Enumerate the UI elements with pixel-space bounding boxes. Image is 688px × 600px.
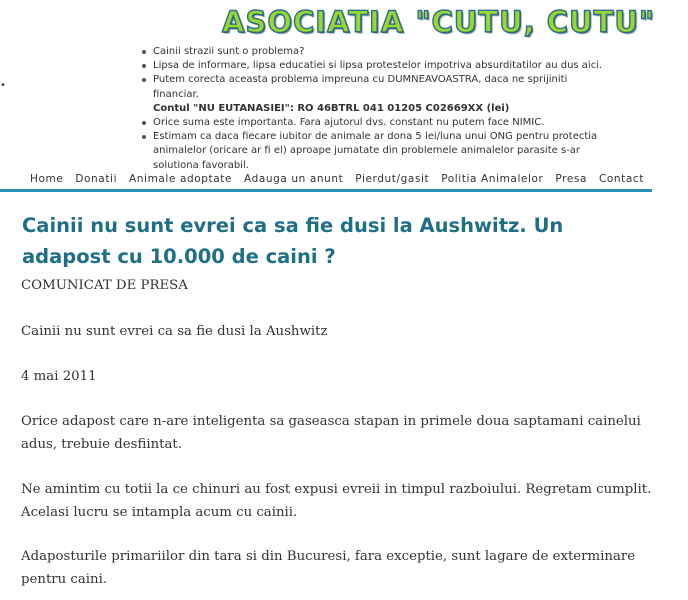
nav-home[interactable]: Home [30, 173, 64, 185]
bullet-item [140, 116, 610, 130]
main-nav [0, 170, 652, 190]
bullet-text: Lipsa de informare, lipsa educatiei si lipsa protestelor impotriva absurditatilor au dus aici. [153, 60, 603, 72]
bullet-item [140, 73, 610, 101]
press-label: COMUNICAT DE PRESA [21, 278, 188, 293]
bullet-text: Putem corecta aceasta problema impreuna cu DUMNEAVOASTRA, daca ne sprijiniti financiar. [153, 74, 568, 100]
bullet-icon [142, 50, 146, 54]
bank-account: Contul "NU EUTANASIEI": RO 46BTRL 041 01205 C02669XX (lei) [153, 102, 510, 114]
nav-donatii[interactable]: Donatii [75, 173, 118, 185]
nav-contact[interactable]: Contact [598, 173, 644, 185]
article-paragraph: Ne amintim cu totii la ce chinuri au fost expusi evreii in timpul razboiului. Regretam cumplit. Acelasi lucru se intampla acum cu cainii. [21, 482, 652, 520]
article-paragraph: Adaposturile primariilor din tara si din Bucuresi, fara exceptie, sunt lagare de exterminare pentru caini. [21, 549, 636, 587]
nav-presa[interactable]: Presa [555, 173, 588, 185]
article-paragraph: Cainii nu sunt evrei ca sa fie dusi la Aushwitz [21, 324, 328, 339]
article-paragraph: Orice adapost care n-are inteligenta sa gaseasca stapan in primele doua saptamani cainelui adus, trebuie desfiintat. [21, 414, 641, 452]
nav-politia-animalelor[interactable]: Politia Animalelor [441, 173, 544, 185]
article-date: 4 mai 2011 [21, 369, 97, 384]
site-logo[interactable]: ASOCIATIA "CUTU, CUTU" [222, 5, 656, 39]
bullet-item [140, 45, 610, 59]
bullet-text: Estimam ca daca fiecare iubitor de animale ar dona 5 lei/luna unui ONG pentru protectia animalelor (oricare ar fi el) aproape jumatate din problemele animalelor parasite s-ar solutiona favorabil. [153, 131, 598, 171]
nav-adauga-anunt[interactable]: Adauga un anunt [244, 173, 344, 185]
bullet-item [140, 59, 610, 73]
nav-pierdut-gasit[interactable]: Pierdut/gasit [355, 173, 430, 185]
nav-divider [0, 189, 652, 192]
bullet-icon [142, 121, 146, 125]
edge-fragment: • [0, 80, 6, 91]
nav-animale-adoptate[interactable]: Animale adoptate [129, 173, 233, 185]
bullet-icon [142, 64, 146, 68]
info-bullets [140, 45, 610, 173]
bullet-text: Orice suma este importanta. Fara ajutorul dvs. constant nu putem face NIMIC. [153, 117, 545, 129]
bullet-item [140, 130, 610, 173]
bullet-icon [142, 135, 146, 139]
bullet-text: Cainii strazii sunt o problema? [153, 46, 305, 57]
bullet-icon [142, 78, 146, 82]
article-title[interactable]: Cainii nu sunt evrei ca sa fie dusi la Aushwitz. Un adapost cu 10.000 de caini ? [22, 214, 564, 268]
